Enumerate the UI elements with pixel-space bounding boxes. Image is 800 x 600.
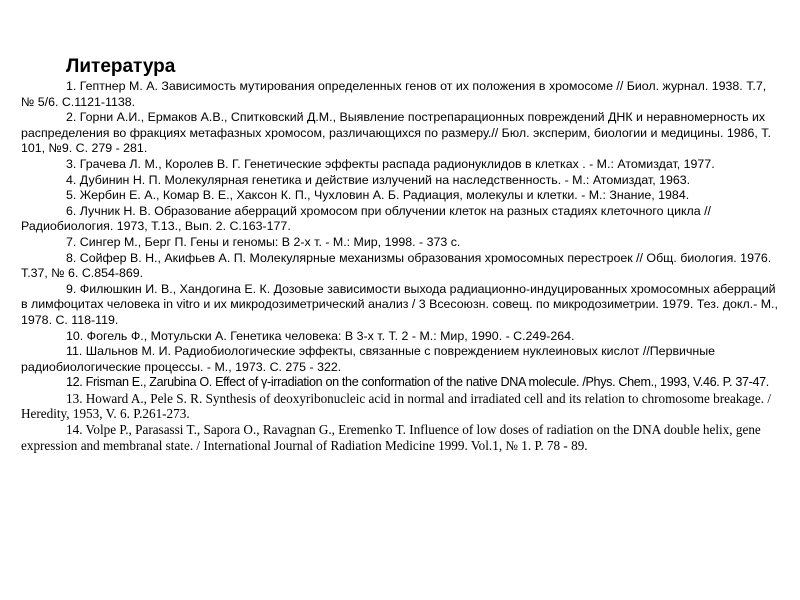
reference-item-1: 1. Гептнер М. А. Зависимость мутирования определенных генов от их положения в хромосоме // Биол. журнал. 1938. Т.7, № 5/6. С.1121-1138. (21, 79, 767, 109)
reference-item-3: 3. Грачева Л. М., Королев В. Г. Генетические эффекты распада радионуклидов в клетках . - М.: Атомиздат, 1977. (66, 156, 715, 171)
reference-item-2: 2. Горни А.И., Ермаков А.В., Спитковский Д.М., Выявление пострепарационных повреждений ДНК и неравномерность их распределения во фракциях метафазных хромосом, различающихся по размеру.// Бюл. эксперим, биологии и медицины. 1986, Т. 101, №9. С. 279 - 281. (21, 110, 771, 156)
reference-item-10: 10. Фогель Ф., Мотульски А. Генетика человека: В 3-х т. Т. 2 - М.: Мир, 1990. - С.249-264. (66, 328, 575, 343)
reference-item-4: 4. Дубинин Н. П. Молекулярная генетика и действие излучений на наследственность. - М.: Атомиздат, 1963. (66, 172, 691, 187)
reference-item-14: 14. Volpe P., Parasassi T., Sapora O., Ravagnan G., Eremenko T. Influence of low doses of radiation on the DNA double helix, gene expression and membranal state. / International Journal of Radiation Medicine 1999. Vol.1, № 1. P. 78 - 89. (21, 422, 761, 453)
reference-item-12: 12. Frisman E., Zarubina O. Effect of γ-irradiation on the conformation of the native DNA molecule. /Phys. Chem., 1993, V.46. P. 37-47. (66, 375, 769, 390)
reference-item-11: 11. Шальнов М. И. Радиобиологические эффекты, связанные с повреждением нуклеиновых кислот //Первичные радиобиологические процессы. - М., 1973. С. 275 - 322. (21, 344, 716, 374)
references-section (21, 56, 782, 453)
reference-item-7: 7. Сингер М., Берг П. Гены и геномы: В 2-х т. - М.: Мир, 1998. - 373 с. (66, 234, 461, 249)
reference-item-13: 13. Howard A., Pele S. R. Synthesis of deoxyribonucleic acid in normal and irradiated cell and its relation to chromosome breakage. / Heredity, 1953, V. 6. P.261-273. (21, 390, 771, 422)
reference-item-6: 6. Лучник Н. В. Образование аберраций хромосом при облучении клеток на разных стадиях клеточного цикла //Радиобиология. 1973, Т.13., Вып. 2. С.163-177. (21, 203, 712, 234)
reference-item-8: 8. Сойфер В. Н., Акифьев А. П. Молекулярные механизмы образования хромосомных перестроек // Общ. биология. 1976. Т.37, № 6. С.854-869. (21, 250, 772, 281)
reference-item-9: 9. Филюшкин И. В., Хандогина Е. К. Дозовые зависимости выхода радиационно-индуцированных хромосомных аберраций в лимфоцитах человека in vitro и их микродозиметрический анализ / 3 Всесоюзн. совещ. по микродозиметрии. 1979. Тез. докл.- М., 1978. С. 118-119. (21, 281, 778, 327)
literature-title: Литература (66, 56, 176, 77)
reference-item-5: 5. Жербин Е. А., Комар В. Е., Хаксон К. П., Чухловин А. Б. Радиация, молекулы и клетки. - М.: Знание, 1984. (66, 188, 690, 203)
